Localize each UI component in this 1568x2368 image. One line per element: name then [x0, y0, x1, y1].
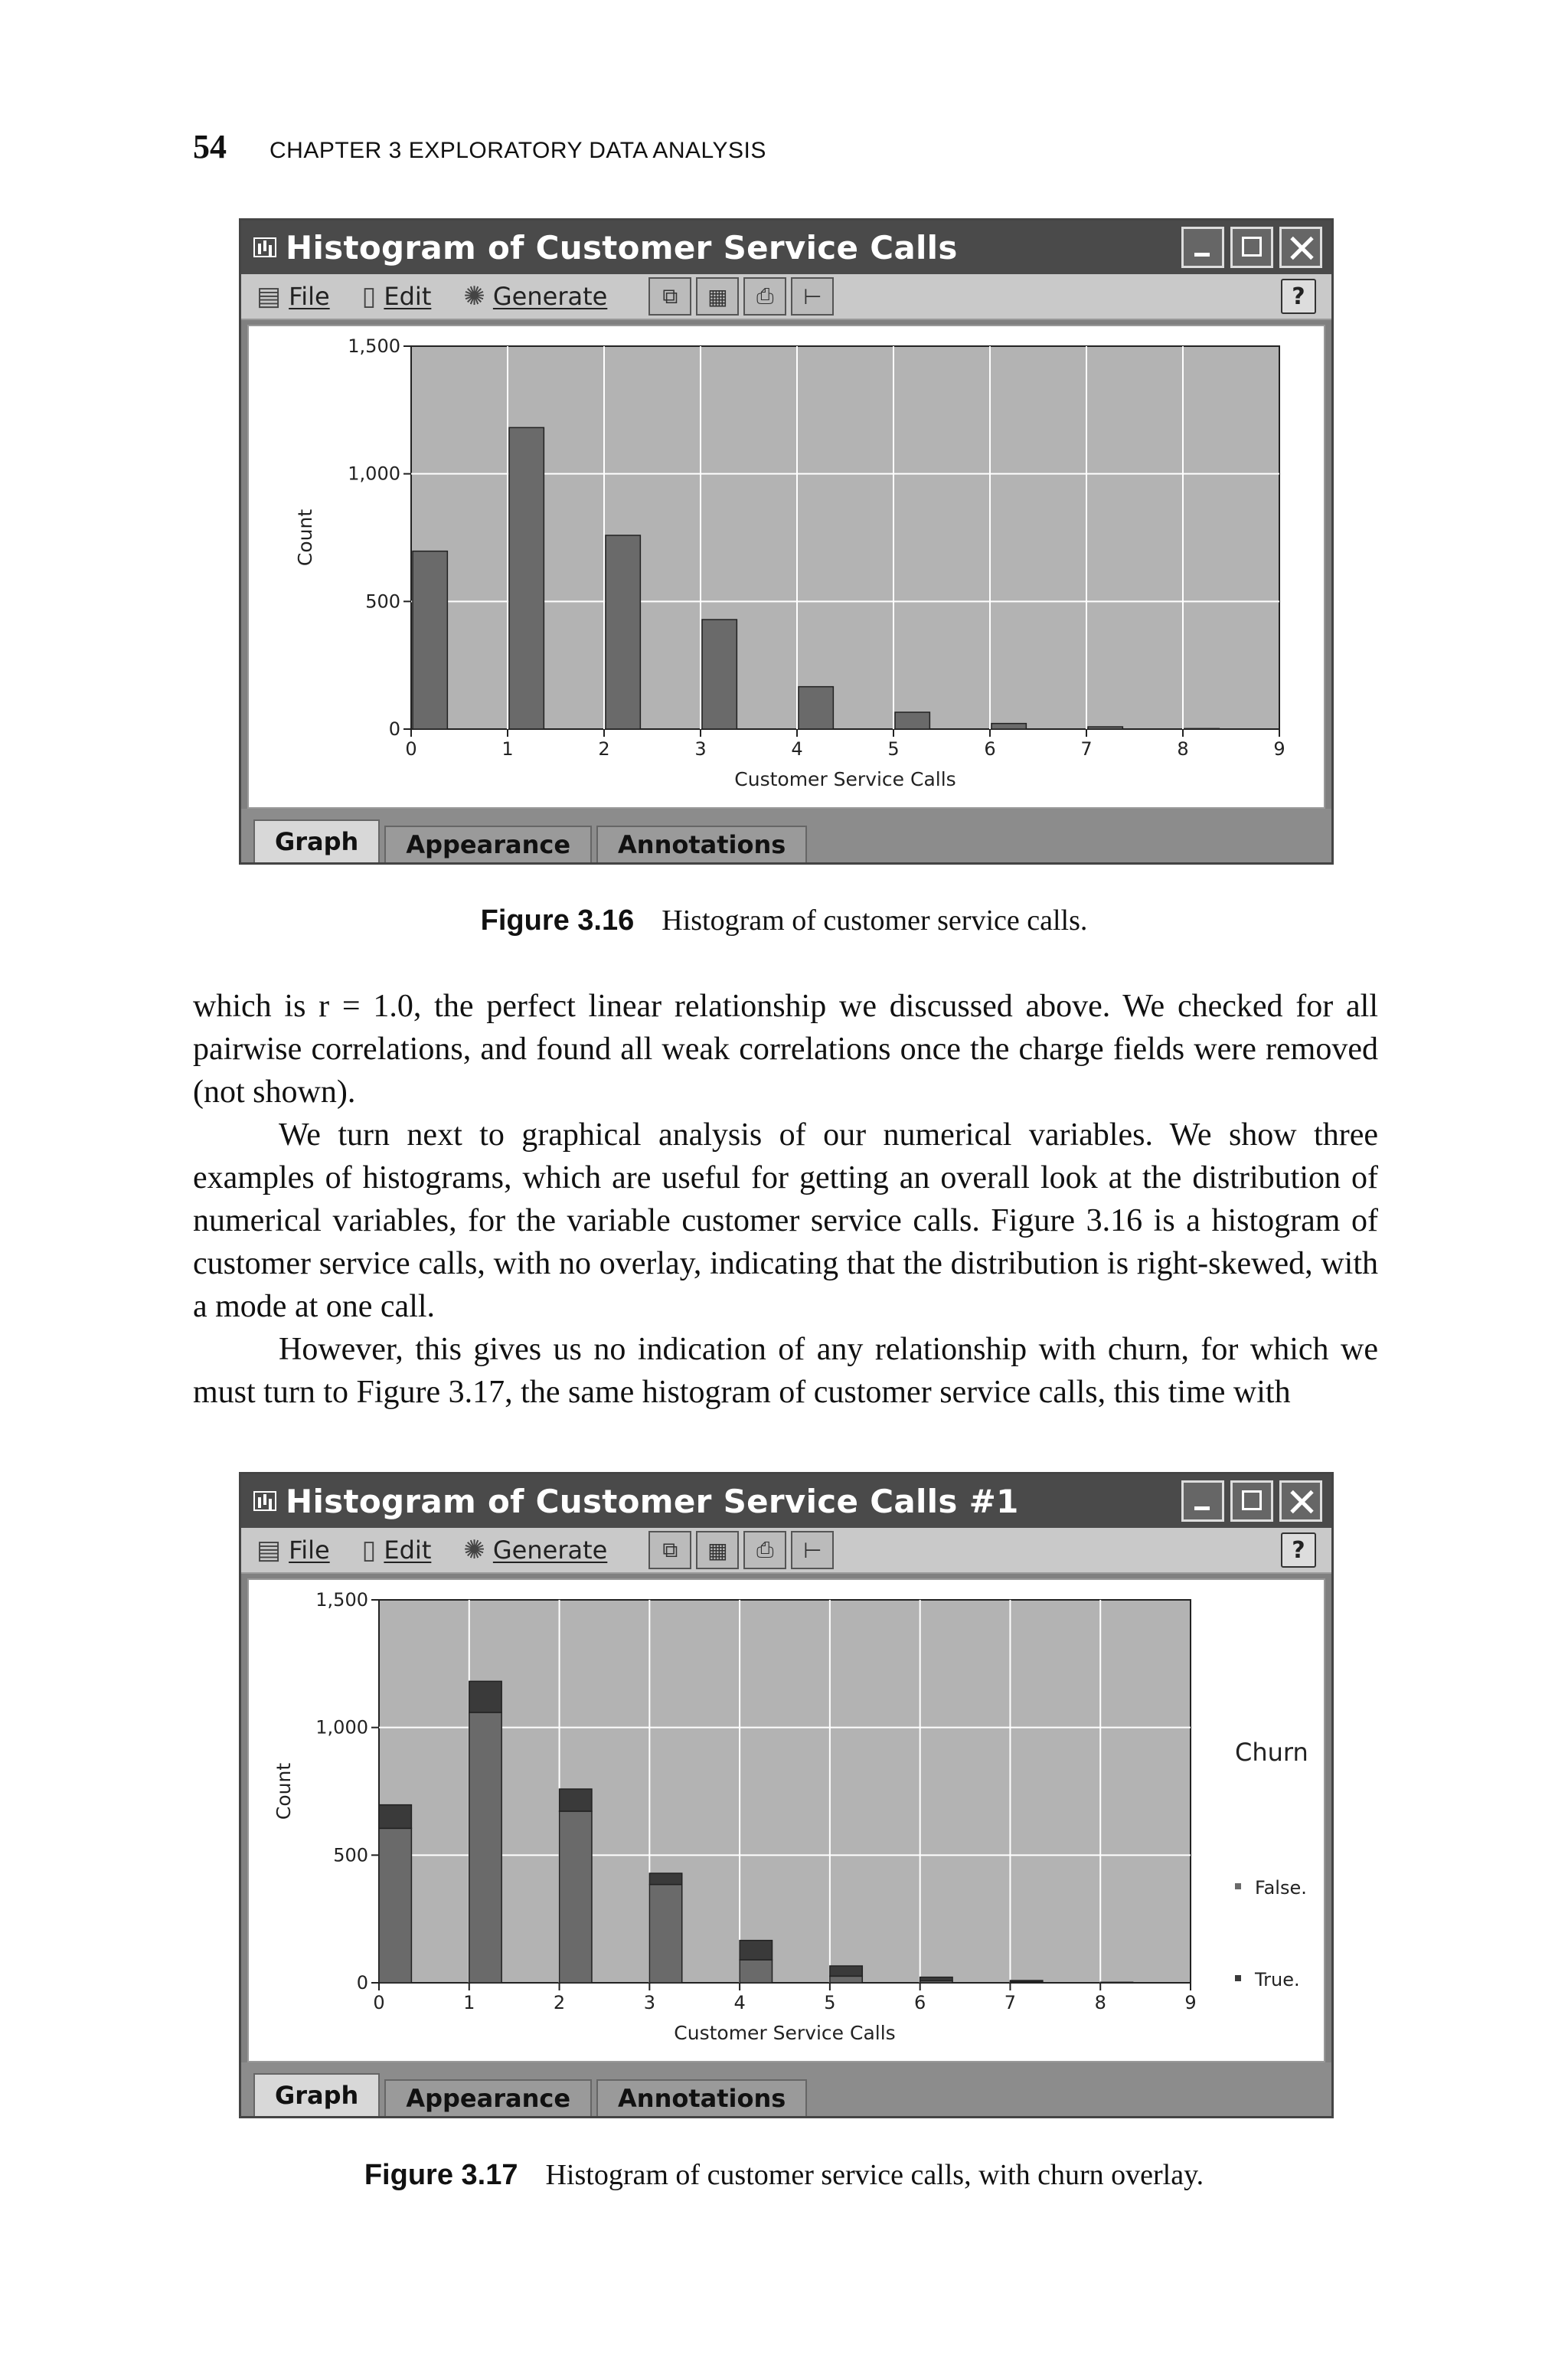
- bar-false: [830, 1976, 862, 1983]
- bar-true: [920, 1977, 952, 1981]
- bar: [606, 535, 640, 729]
- fit-width-icon[interactable]: ⊢: [791, 1531, 834, 1569]
- print-icon[interactable]: ⎙: [743, 1531, 786, 1569]
- copy-icon[interactable]: ⧉: [648, 277, 691, 316]
- x-axis-label: Customer Service Calls: [734, 768, 956, 790]
- y-tick-label: 1,000: [315, 1716, 368, 1738]
- x-tick-label: 2: [553, 1992, 566, 2013]
- x-tick-label: 7: [1080, 738, 1093, 760]
- edit-icon: ▯: [361, 281, 377, 312]
- bar: [1088, 727, 1122, 729]
- bar-true: [1010, 1980, 1042, 1982]
- edit-menu[interactable]: ▯ Edit: [361, 281, 432, 312]
- bar: [895, 712, 929, 729]
- paragraph: However, this gives us no indication of any relationship with churn, for which we must turn to Figure 3.17, the same histogram of customer service calls, this time with: [193, 1332, 1378, 1410]
- tab-bar: [241, 809, 1331, 862]
- bar: [702, 620, 737, 729]
- x-tick-label: 2: [598, 738, 610, 760]
- paragraph: which is r = 1.0, the perfect linear relationship we discussed above. We checked for all pairwise correlations, and found all weak correlations once the charge fields were removed (not shown).: [193, 989, 1378, 1110]
- chart-app-icon: [253, 1491, 276, 1511]
- x-tick-label: 6: [914, 1992, 926, 2013]
- file-menu[interactable]: ▤ File: [256, 1535, 330, 1565]
- legend-label: True.: [1255, 1969, 1300, 1990]
- y-tick-label: 500: [365, 590, 400, 613]
- chart-app-icon: [253, 237, 276, 257]
- graph-panel: [247, 1578, 1325, 2062]
- tab-bar: [241, 2062, 1331, 2116]
- menu-bar: [241, 274, 1331, 320]
- y-tick-label: 1,000: [348, 463, 400, 485]
- export-icon[interactable]: ▦: [696, 277, 739, 316]
- x-tick-label: 3: [694, 738, 707, 760]
- y-tick-label: 0: [356, 1972, 368, 1994]
- bar: [991, 724, 1026, 729]
- bar-true: [830, 1966, 862, 1976]
- y-tick-label: 1,500: [348, 335, 400, 357]
- x-tick-label: 3: [643, 1992, 655, 2013]
- page-number: 54: [193, 128, 227, 165]
- x-tick-label: 8: [1177, 738, 1189, 760]
- running-header: [193, 127, 766, 173]
- x-tick-label: 8: [1094, 1992, 1106, 2013]
- histogram-overlay-chart: [249, 1580, 1327, 2061]
- generate-icon: ✺: [463, 1535, 485, 1565]
- histogram-chart: [249, 326, 1327, 807]
- x-axis-label: Customer Service Calls: [674, 2022, 896, 2044]
- caption-text: Histogram of customer service calls.: [662, 904, 1088, 937]
- bar: [413, 551, 447, 729]
- caption-label: Figure 3.16: [480, 904, 635, 937]
- bar: [1184, 728, 1219, 729]
- x-tick-label: 5: [887, 738, 900, 760]
- x-tick-label: 0: [373, 1992, 385, 2013]
- y-tick-label: 1,500: [315, 1589, 368, 1611]
- close-icon[interactable]: [1279, 227, 1322, 268]
- y-axis-label: Count: [273, 1762, 295, 1820]
- x-tick-label: 5: [824, 1992, 836, 2013]
- fit-width-icon[interactable]: ⊢: [791, 277, 834, 316]
- y-tick-label: 500: [333, 1844, 368, 1866]
- close-icon[interactable]: [1279, 1480, 1322, 1522]
- caption-text: Histogram of customer service calls, with churn overlay.: [545, 2159, 1204, 2191]
- export-icon[interactable]: ▦: [696, 1531, 739, 1569]
- file-icon: ▤: [256, 281, 282, 312]
- maximize-icon[interactable]: [1230, 1480, 1273, 1522]
- graph-panel: [247, 325, 1325, 809]
- bar-true: [740, 1941, 772, 1960]
- caption-label: Figure 3.17: [364, 2159, 518, 2191]
- tab-annotations[interactable]: Annotations: [596, 826, 807, 862]
- bar-false: [740, 1960, 772, 1983]
- x-tick-label: 7: [1004, 1992, 1017, 2013]
- copy-icon[interactable]: ⧉: [648, 1531, 691, 1569]
- file-menu[interactable]: ▤ File: [256, 281, 330, 312]
- tab-graph[interactable]: Graph: [253, 819, 380, 862]
- bar-false: [649, 1885, 681, 1983]
- bar-true: [560, 1789, 592, 1811]
- x-tick-label: 4: [791, 738, 803, 760]
- tab-appearance[interactable]: Appearance: [384, 2079, 592, 2116]
- window-titlebar[interactable]: [241, 221, 1331, 274]
- bar: [799, 687, 833, 729]
- bar-true: [469, 1681, 501, 1712]
- chapter-title: CHAPTER 3 EXPLORATORY DATA ANALYSIS: [270, 138, 766, 163]
- help-button[interactable]: ?: [1281, 279, 1316, 314]
- bar-false: [560, 1811, 592, 1983]
- x-tick-label: 1: [501, 738, 514, 760]
- figure-caption: [0, 2158, 1568, 2192]
- x-tick-label: 0: [405, 738, 417, 760]
- maximize-icon[interactable]: [1230, 227, 1273, 268]
- help-button[interactable]: ?: [1281, 1532, 1316, 1568]
- tab-appearance[interactable]: Appearance: [384, 826, 592, 862]
- bar: [509, 427, 544, 729]
- window-title: Histogram of Customer Service Calls: [286, 228, 958, 267]
- histogram-window: [239, 218, 1334, 865]
- edit-icon: ▯: [361, 1535, 377, 1565]
- paragraph: We turn next to graphical analysis of our numerical variables. We show three examples of histograms, which are useful for getting an overall look at the distribution of numerical variables, for the variable customer service calls. Figure 3.16 is a histogram of customer service calls, with no overlay, indicating that the distribution is right-skewed, with a mode at one call.: [193, 1117, 1378, 1324]
- window-title: Histogram of Customer Service Calls #1: [286, 1482, 1019, 1520]
- window-titlebar[interactable]: [241, 1474, 1331, 1528]
- legend-swatch-false: [1235, 1883, 1241, 1889]
- histogram-overlay-window: [239, 1472, 1334, 2118]
- menu-bar: [241, 1528, 1331, 1574]
- edit-menu[interactable]: ▯ Edit: [361, 1535, 432, 1565]
- x-tick-label: 4: [733, 1992, 746, 2013]
- generate-menu[interactable]: ✺ Generate: [463, 281, 608, 312]
- bar-false: [469, 1712, 501, 1983]
- x-tick-label: 1: [463, 1992, 475, 2013]
- y-axis-label: Count: [294, 509, 316, 567]
- x-tick-label: 9: [1273, 738, 1285, 760]
- bar-true: [649, 1873, 681, 1885]
- tab-annotations[interactable]: Annotations: [596, 2079, 807, 2116]
- figure-caption: [0, 904, 1568, 937]
- minimize-icon[interactable]: [1181, 1480, 1224, 1522]
- bar-true: [379, 1805, 411, 1829]
- x-tick-label: 9: [1184, 1992, 1197, 2013]
- y-tick-label: 0: [388, 718, 400, 740]
- file-icon: ▤: [256, 1535, 282, 1565]
- legend-label: False.: [1255, 1877, 1307, 1899]
- x-tick-label: 6: [984, 738, 996, 760]
- legend-title: Churn: [1235, 1738, 1308, 1767]
- body-text: [193, 985, 1378, 1414]
- generate-icon: ✺: [463, 281, 485, 312]
- generate-menu[interactable]: ✺ Generate: [463, 1535, 608, 1565]
- tab-graph[interactable]: Graph: [253, 2073, 380, 2116]
- minimize-icon[interactable]: [1181, 227, 1224, 268]
- bar-false: [379, 1828, 411, 1983]
- legend-swatch-true: [1235, 1975, 1241, 1981]
- print-icon[interactable]: ⎙: [743, 277, 786, 316]
